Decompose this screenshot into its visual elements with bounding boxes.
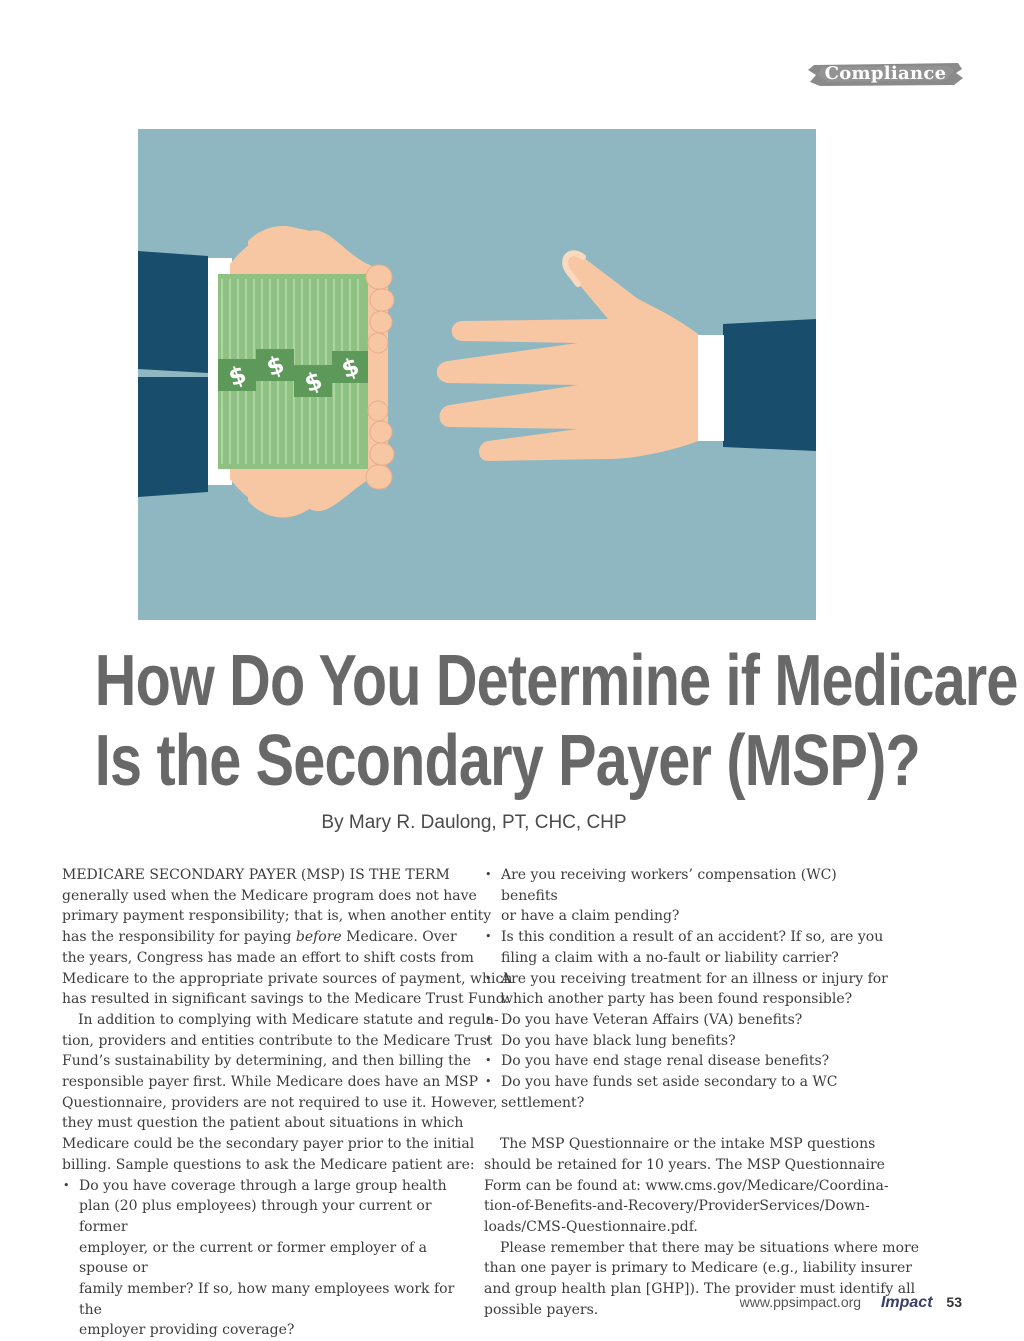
question-item: • Do you have end stage renal disease benefits? [484, 1051, 894, 1072]
question-item: • Do you have funds set aside secondary to a WC settlement? [484, 1072, 894, 1113]
text-line: tion, providers and entities contribute to the Medicare Trust [62, 1032, 493, 1049]
section-tag-label: Compliance [824, 63, 947, 84]
lead-line: MEDICARE SECONDARY PAYER (MSP) IS THE TERM [62, 867, 450, 883]
title-line-1: How Do You Determine if Medicare [94, 641, 1018, 721]
page-number: 53 [946, 1294, 962, 1310]
money-hand-icon [218, 226, 394, 518]
text-line: Fund’s sustainability by determining, and then billing the [62, 1053, 472, 1070]
title-line-2: Is the Secondary Payer (MSP)? [94, 721, 920, 801]
hero-illustration [138, 129, 816, 620]
text-line: Questionnaire, providers are not required to use it. However, [62, 1094, 498, 1111]
byline: By Mary R. Daulong, PT, CHC, CHP [321, 812, 627, 833]
text-line: generally used when the Medicare program does not have [62, 887, 477, 904]
text-line: Please remember that there may be situations where more [500, 1239, 919, 1256]
text-line: has the responsibility for paying before Medicare. Over [62, 929, 457, 946]
question-item: • Are you receiving workers’ compensation (WC) benefits or have a claim pending? [484, 865, 894, 927]
question-item: • Are you receiving treatment for an illness or injury for which another party has been found responsible? [484, 969, 894, 1010]
article-title [94, 641, 1018, 801]
dollar-sign-3: $ [300, 365, 326, 398]
magazine-name: Impact [880, 1294, 933, 1311]
text-line: the years, Congress has made an effort to shift costs from [62, 949, 474, 966]
question-item: • Do you have coverage through a large group health plan (20 plus employees) through your current or former employer, or the current or former employer of a spouse or family member? If so, how many employees work for the employer providing coverage? [62, 1176, 462, 1341]
text-line: Form can be found at: www.cms.gov/Medicare/Coordina- [484, 1177, 889, 1194]
dollar-sign-4: $ [337, 351, 363, 384]
question-list [484, 865, 894, 1113]
text-line: responsible payer first. While Medicare does have an MSP [62, 1074, 479, 1091]
text-line: Medicare could be the secondary payer prior to the initial [62, 1136, 475, 1153]
dollar-sign-2: $ [262, 349, 288, 382]
text-line: Medicare to the appropriate private sources of payment, which [62, 970, 513, 987]
text-line: loads/CMS-Questionnaire.pdf. [484, 1218, 698, 1235]
left-column [62, 865, 513, 1341]
spacer [484, 1113, 894, 1134]
question-list [62, 1176, 462, 1341]
emphasis: before [295, 929, 342, 946]
text-line: tion-of-Benefits-and-Recovery/ProviderServices/Down- [484, 1198, 870, 1215]
section-tag [808, 61, 963, 87]
left-sleeve [138, 251, 232, 497]
text-line: and group health plan [GHP]). The provider must identify all [484, 1281, 916, 1298]
text-line: The MSP Questionnaire or the intake MSP questions [500, 1136, 876, 1153]
text-line: possible payers. [484, 1301, 599, 1318]
text-line: has resulted in significant savings to the Medicare Trust Fund. [62, 991, 510, 1008]
text-line: they must question the patient about situations in which [62, 1115, 464, 1132]
website-link[interactable]: www.ppsimpact.org [739, 1294, 862, 1310]
text-line: than one payer is primary to Medicare (e.g., liability insurer [484, 1260, 912, 1277]
question-item: • Do you have black lung benefits? [484, 1031, 894, 1052]
page-footer [740, 1294, 962, 1312]
text-line: billing. Sample questions to ask the Medicare patient are: [62, 1156, 475, 1173]
dollar-sign-1: $ [224, 359, 250, 392]
text-line: should be retained for 10 years. The MSP Questionnaire [484, 1156, 885, 1173]
question-item: • Is this condition a result of an accident? If so, are you filing a claim with a no-fault or liability carrier? [484, 927, 894, 968]
open-hand-icon [437, 253, 816, 461]
text-line: primary payment responsibility; that is, when another entity [62, 908, 492, 925]
question-item: • Do you have Veteran Affairs (VA) benefits? [484, 1010, 894, 1031]
text-line: In addition to complying with Medicare statute and regula- [78, 1011, 499, 1028]
